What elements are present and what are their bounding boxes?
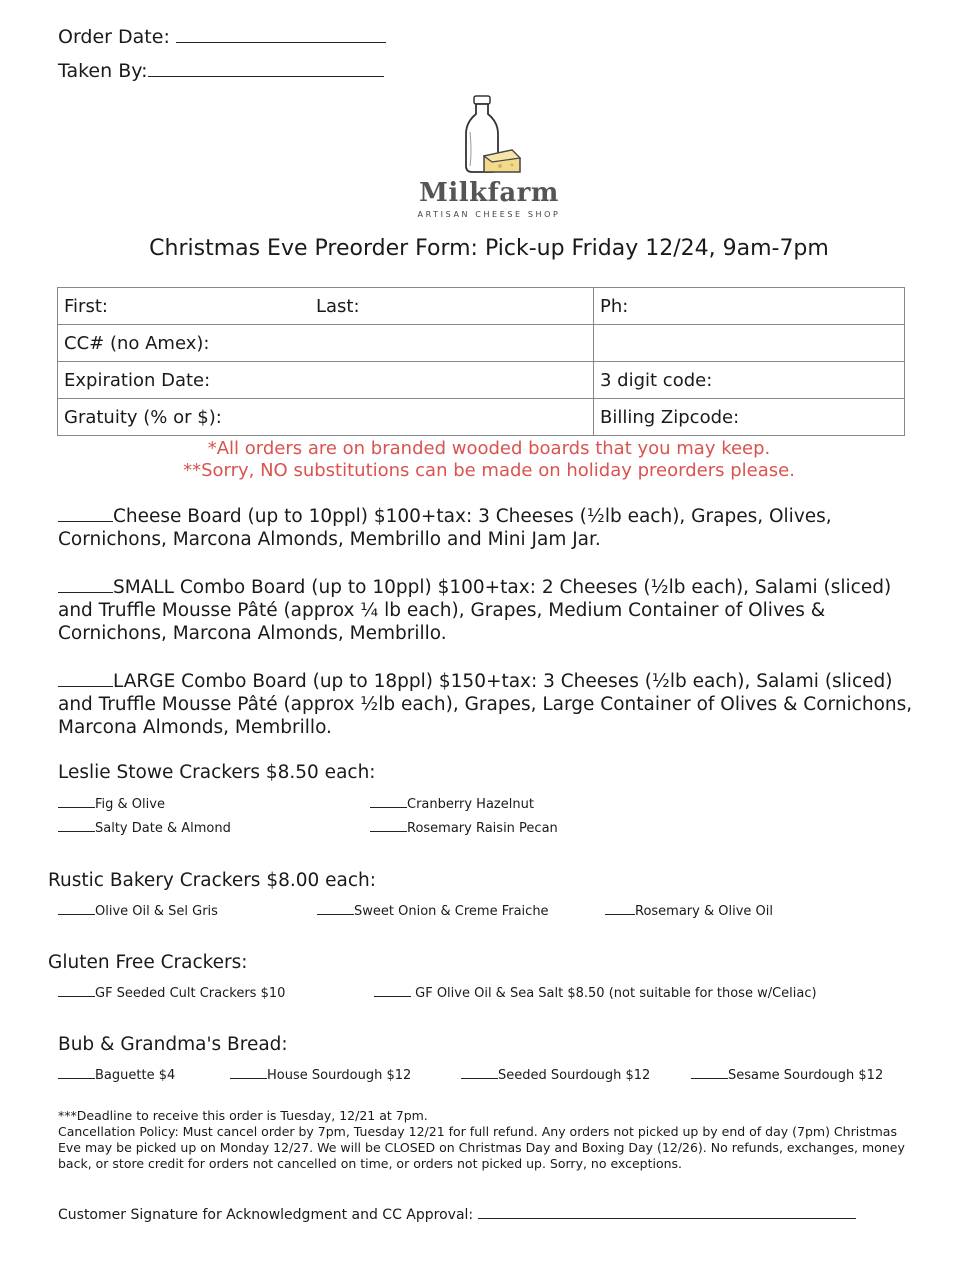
bread-item[interactable] [58, 1068, 175, 1083]
quantity-blank[interactable] [58, 591, 113, 593]
cracker-item[interactable] [370, 797, 534, 812]
small-combo-board-text: SMALL Combo Board (up to 10ppl) $100+tax: 2 Cheeses (½lb each), Salami (sliced) and Truffle Mousse Pâté (approx ¼ lb each), Grapes, Medium Container of Olives & Cornichons, Marcona Almonds, Membrillo. [58, 577, 892, 644]
bread-item[interactable] [230, 1068, 411, 1083]
quantity-blank[interactable] [58, 520, 113, 522]
large-combo-board-text: LARGE Combo Board (up to 18ppl) $150+tax: 3 Cheeses (½lb each), Salami (sliced) and Truffle Mousse Pâté (approx ½lb each), Grapes, Large Container of Olives & Cornichons, Marcona Almonds, Membrillo. [58, 671, 913, 738]
large-combo-board-item[interactable] [58, 670, 928, 739]
milkfarm-logo [400, 92, 578, 224]
bread-heading: Bub & Grandma's Bread: [58, 1034, 288, 1055]
zip-label: Billing Zipcode: [600, 406, 740, 428]
gratuity-label: Gratuity (% or $): [64, 406, 222, 428]
signature-field[interactable] [58, 1207, 856, 1223]
cracker-item-label: GF Seeded Cult Crackers $10 [95, 986, 286, 1001]
notice-substitutions: **Sorry, NO substitutions can be made on holiday preorders please. [183, 460, 795, 481]
quantity-blank[interactable] [58, 830, 95, 832]
cancellation-policy: Cancellation Policy: Must cancel order by 7pm, Tuesday 12/21 for full refund. Any orders not picked up by end of day (7pm) Christmas Eve may be picked up on Monday 12/27. We will be CLOSED on Christmas Day and Boxing Day (12/26). No refunds, exchanges, money back, or store credit for orders not cancelled on time, or orders not picked up. Sorry, no exceptions. [58, 1124, 905, 1171]
quantity-blank[interactable] [58, 806, 95, 808]
quantity-blank[interactable] [461, 1077, 498, 1079]
customer-info-table [57, 287, 905, 436]
quantity-blank[interactable] [317, 913, 354, 915]
brand-name: Milkfarm [419, 178, 559, 208]
quantity-blank[interactable] [691, 1077, 728, 1079]
brand-subtitle: ARTISAN CHEESE SHOP [417, 210, 561, 219]
quantity-blank[interactable] [58, 913, 95, 915]
quantity-blank[interactable] [605, 913, 635, 915]
cracker-item[interactable] [370, 821, 558, 836]
phone-cell[interactable] [594, 288, 905, 325]
quantity-blank[interactable] [58, 1077, 95, 1079]
cracker-item[interactable] [58, 986, 285, 1001]
quantity-blank[interactable] [58, 685, 113, 687]
taken-by-line[interactable] [148, 75, 384, 77]
last-name-label: Last: [316, 295, 360, 317]
cc-extra-cell[interactable] [594, 325, 905, 362]
expiration-label: Expiration Date: [64, 369, 211, 391]
cracker-item[interactable] [374, 986, 817, 1001]
bread-item[interactable] [691, 1068, 883, 1083]
code-cell[interactable] [594, 362, 905, 399]
cracker-item-label: Rosemary Raisin Pecan [407, 821, 558, 836]
phone-label: Ph: [600, 295, 629, 317]
cracker-item[interactable] [58, 797, 165, 812]
notice-boards: *All orders are on branded wooded boards that you may keep. [207, 438, 771, 459]
bread-item-label: Sesame Sourdough $12 [728, 1068, 884, 1083]
taken-by-field[interactable] [58, 60, 384, 82]
cracker-item-label: Salty Date & Almond [95, 821, 231, 836]
cracker-item-label: Cranberry Hazelnut [407, 797, 534, 812]
deadline-note: ***Deadline to receive this order is Tuesday, 12/21 at 7pm. [58, 1108, 428, 1123]
quantity-blank[interactable] [374, 995, 411, 997]
cheese-board-text: Cheese Board (up to 10ppl) $100+tax: 3 Cheeses (½lb each), Grapes, Olives, Cornichons, Marcona Almonds, Membrillo and Mini Jam Jar. [58, 506, 832, 550]
gratuity-cell[interactable] [58, 399, 594, 436]
milk-bottle-cheese-icon [400, 92, 578, 178]
form-title: Christmas Eve Preorder Form: Pick-up Friday 12/24, 9am-7pm [149, 236, 829, 261]
cracker-item[interactable] [605, 904, 773, 919]
quantity-blank[interactable] [370, 806, 407, 808]
quantity-blank[interactable] [370, 830, 407, 832]
cracker-item-label: Sweet Onion & Creme Fraiche [354, 904, 549, 919]
cracker-item[interactable] [58, 904, 218, 919]
expiration-cell[interactable] [58, 362, 594, 399]
first-name-label: First: [64, 295, 108, 317]
code-label: 3 digit code: [600, 369, 713, 391]
taken-by-label: Taken By: [58, 60, 148, 82]
cracker-item-label: Fig & Olive [95, 797, 165, 812]
cracker-item-label: Rosemary & Olive Oil [635, 904, 773, 919]
bread-item-label: Seeded Sourdough $12 [498, 1068, 651, 1083]
signature-line[interactable] [478, 1217, 856, 1219]
order-date-field[interactable] [58, 26, 386, 48]
quantity-blank[interactable] [230, 1077, 267, 1079]
small-combo-board-item[interactable] [58, 576, 928, 645]
leslie-stowe-heading: Leslie Stowe Crackers $8.50 each: [58, 762, 376, 783]
bread-item-label: Baguette $4 [95, 1068, 176, 1083]
cracker-item-label: GF Olive Oil & Sea Salt $8.50 (not suitable for those w/Celiac) [411, 986, 817, 1001]
rustic-bakery-heading: Rustic Bakery Crackers $8.00 each: [48, 870, 377, 891]
signature-label: Customer Signature for Acknowledgment and CC Approval: [58, 1207, 474, 1223]
cc-cell[interactable] [58, 325, 594, 362]
quantity-blank[interactable] [58, 995, 95, 997]
cracker-item[interactable] [58, 821, 231, 836]
cracker-item[interactable] [317, 904, 549, 919]
bread-item[interactable] [461, 1068, 650, 1083]
cheese-board-item[interactable] [58, 505, 928, 551]
bread-item-label: House Sourdough $12 [267, 1068, 412, 1083]
zip-cell[interactable] [594, 399, 905, 436]
cc-label: CC# (no Amex): [64, 332, 210, 354]
name-cell[interactable] [58, 288, 594, 325]
cracker-item-label: Olive Oil & Sel Gris [95, 904, 218, 919]
gluten-free-heading: Gluten Free Crackers: [48, 952, 248, 973]
order-date-line[interactable] [176, 41, 386, 43]
order-date-label: Order Date: [58, 26, 170, 48]
